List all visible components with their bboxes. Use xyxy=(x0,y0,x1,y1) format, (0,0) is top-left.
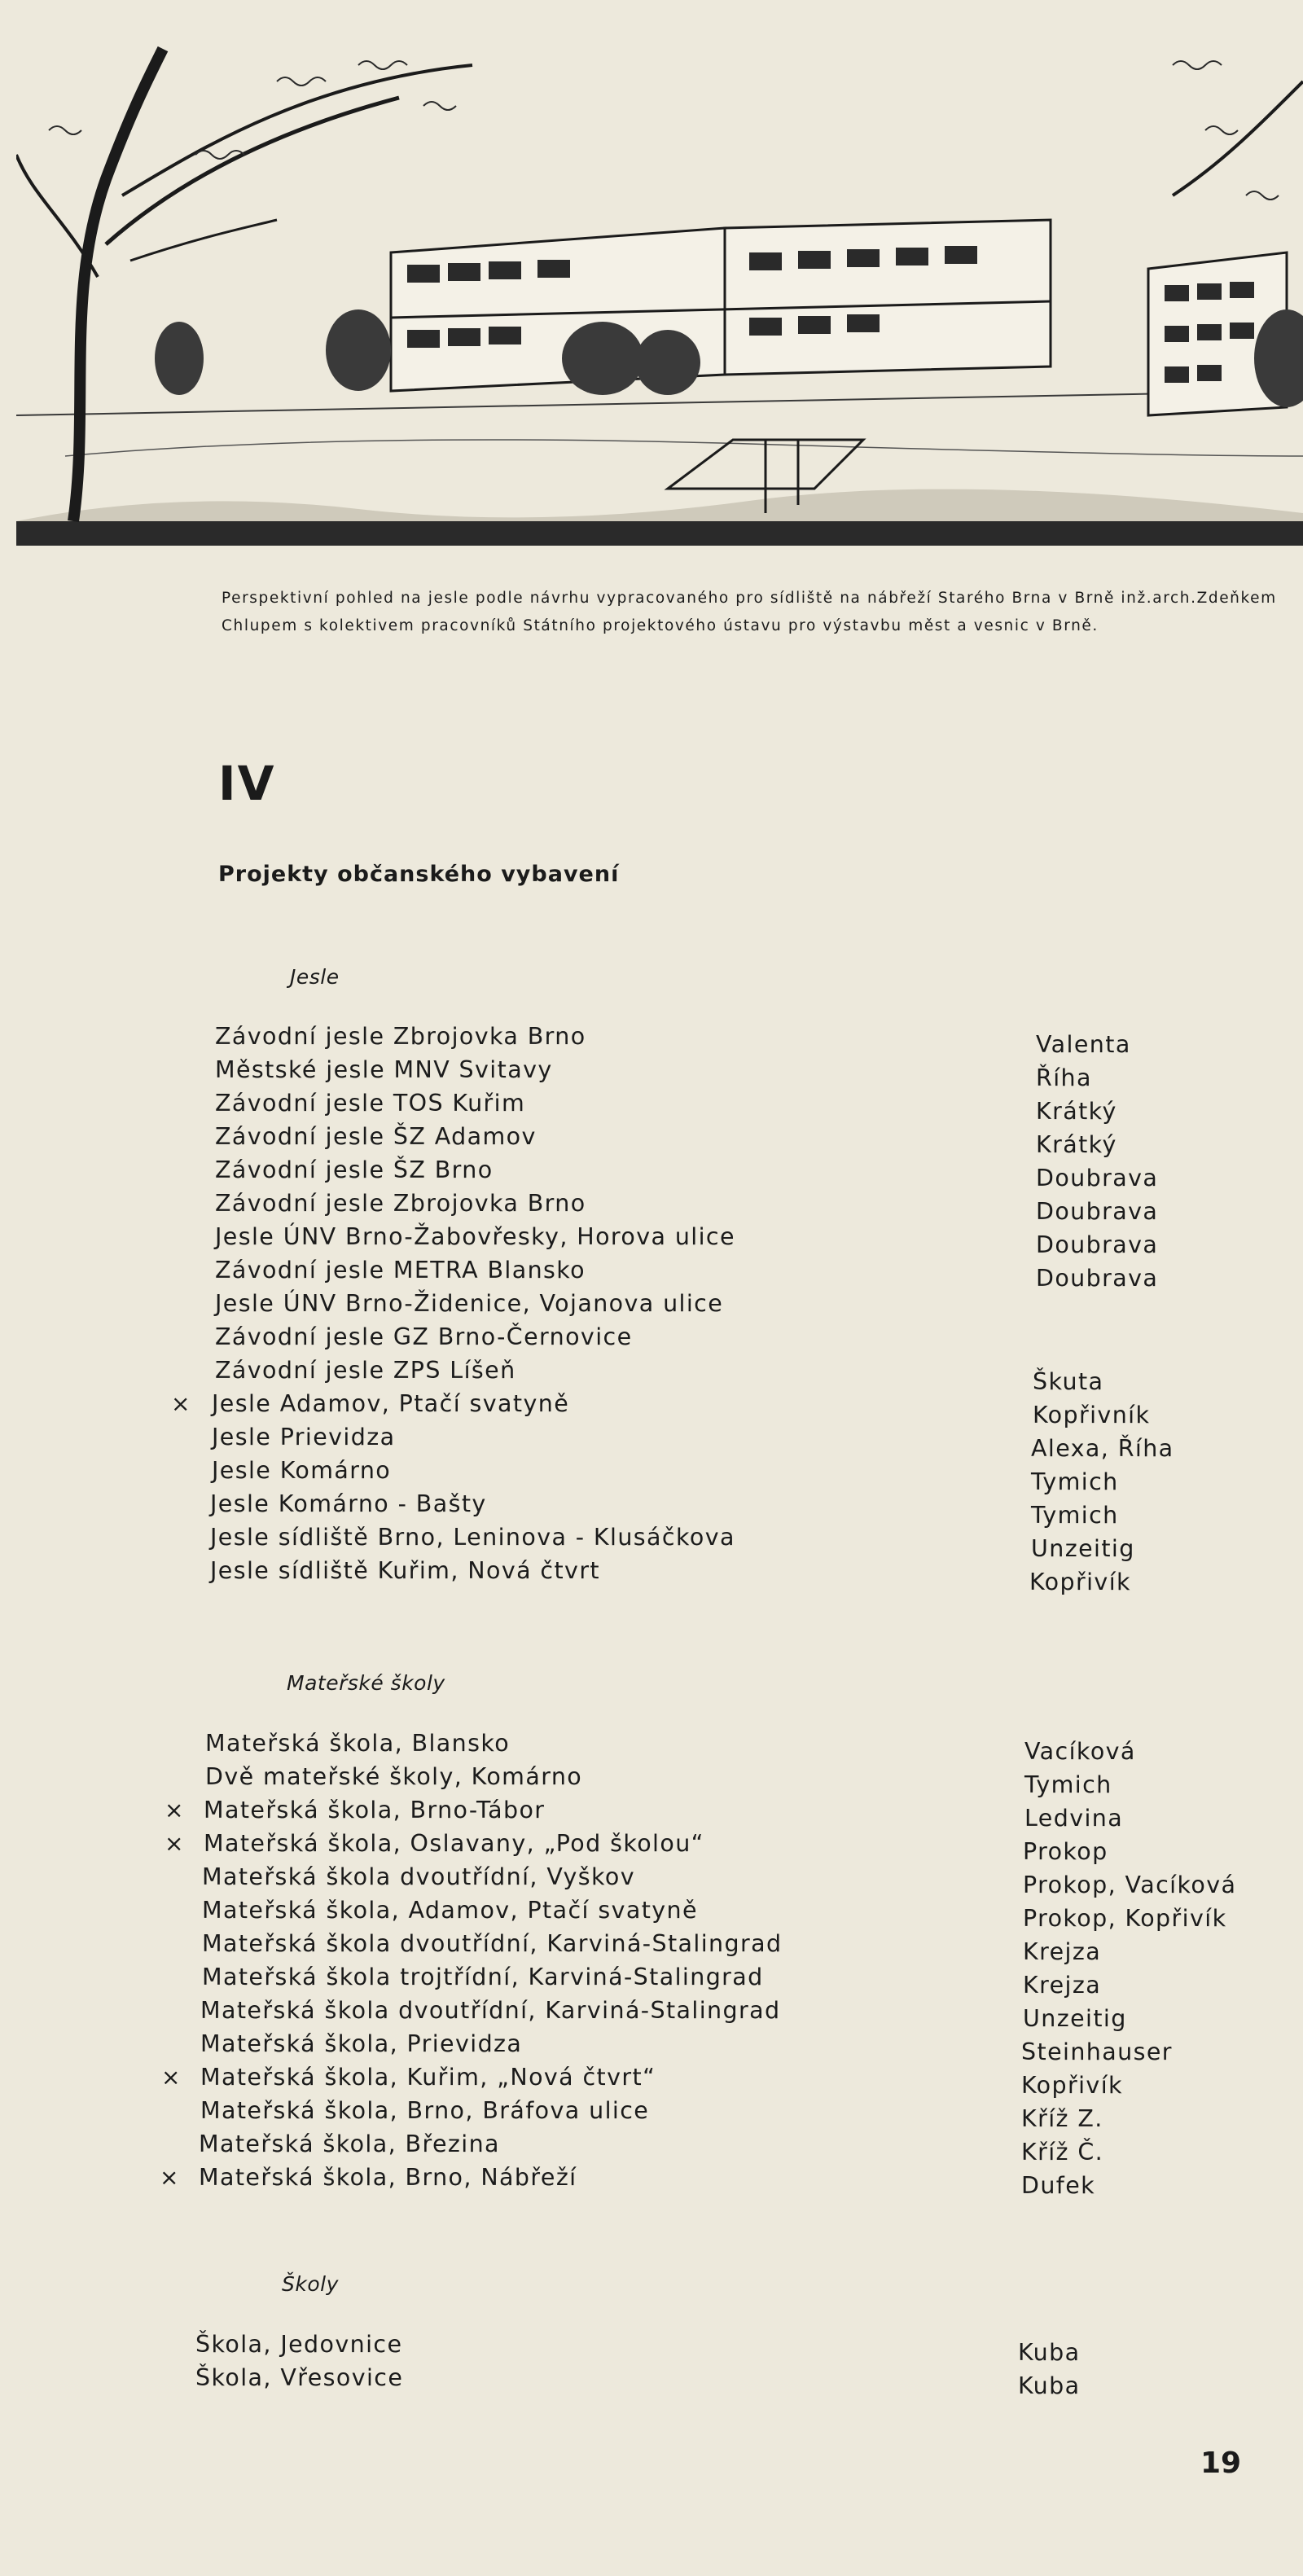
project-author: Unzeitig xyxy=(1031,1535,1135,1562)
list-item xyxy=(0,1156,1303,1191)
list-item xyxy=(0,1323,1303,1358)
project-name: Mateřská škola dvoutřídní, Karviná-Stalingrad xyxy=(202,1930,783,1957)
list-item xyxy=(0,2064,1303,2098)
list-item xyxy=(0,1190,1303,1224)
project-name: Jesle ÚNV Brno-Židenice, Vojanova ulice xyxy=(215,1290,724,1317)
project-author: Doubrava xyxy=(1036,1265,1159,1292)
project-name: Dvě mateřské školy, Komárno xyxy=(205,1763,583,1790)
project-name: Závodní jesle ŠZ Adamov xyxy=(215,1123,537,1150)
project-author: Říha xyxy=(1036,1064,1092,1091)
project-author: Alexa, Říha xyxy=(1031,1435,1174,1462)
project-name: Jesle sídliště Kuřim, Nová čtvrt xyxy=(210,1557,601,1584)
list-item xyxy=(0,1730,1303,1764)
list-item xyxy=(0,1557,1303,1595)
section-title: Jesle xyxy=(290,965,340,989)
page-number: 19 xyxy=(1200,2447,1242,2480)
project-author: Doubrava xyxy=(1036,1198,1159,1225)
section-title: Mateřské školy xyxy=(287,1671,445,1695)
project-name: Mateřská škola, Prievidza xyxy=(200,2030,523,2057)
project-author: Tymich xyxy=(1024,1771,1112,1798)
project-name: Škola, Vřesovice xyxy=(195,2364,404,2391)
project-name: Mateřská škola dvoutřídní, Vyškov xyxy=(202,1863,635,1890)
project-name: Škola, Jedovnice xyxy=(195,2331,403,2358)
project-author: Krejza xyxy=(1023,1972,1102,1999)
building-illustration xyxy=(16,33,1303,546)
tree-trunk xyxy=(73,49,163,521)
list-item xyxy=(0,1223,1303,1257)
project-author: Vacíková xyxy=(1024,1738,1136,1765)
list-item xyxy=(0,1290,1303,1324)
project-name: Závodní jesle ZPS Líšeň xyxy=(215,1357,516,1384)
grass-strip xyxy=(16,521,1303,546)
project-name: Závodní jesle Zbrojovka Brno xyxy=(215,1190,586,1217)
project-author: Krátký xyxy=(1036,1131,1117,1158)
list-item xyxy=(0,1056,1303,1091)
project-name: Jesle Komárno xyxy=(212,1457,392,1484)
project-author: Kuba xyxy=(1018,2372,1081,2399)
list-item xyxy=(0,1257,1303,1291)
project-author: Kuba xyxy=(1018,2339,1081,2366)
list-item xyxy=(0,1997,1303,2031)
project-author: Tymich xyxy=(1031,1502,1119,1529)
project-name: Závodní jesle GZ Brno-Černovice xyxy=(215,1323,633,1350)
project-author: Kříž Z. xyxy=(1021,2105,1103,2132)
cross-mark: × xyxy=(165,1797,184,1823)
cross-mark: × xyxy=(171,1390,191,1417)
list-item xyxy=(0,1457,1303,1495)
project-name: Jesle ÚNV Brno-Žabovřesky, Horova ulice xyxy=(215,1223,735,1250)
list-item xyxy=(0,1357,1303,1395)
project-name: Mateřská škola, Březina xyxy=(199,2131,500,2157)
list-item xyxy=(0,1964,1303,1998)
list-item xyxy=(0,1524,1303,1562)
project-author: Krátký xyxy=(1036,1098,1117,1125)
project-name: Závodní jesle Zbrojovka Brno xyxy=(215,1023,586,1050)
project-author: Tymich xyxy=(1031,1468,1119,1495)
project-name: Jesle sídliště Brno, Leninova - Klusáčkova xyxy=(210,1524,735,1551)
project-name: Jesle Komárno - Bašty xyxy=(210,1490,487,1517)
cross-mark: × xyxy=(160,2164,179,2191)
project-author: Doubrava xyxy=(1036,1165,1159,1191)
project-author: Valenta xyxy=(1036,1031,1131,1058)
list-item xyxy=(0,1797,1303,1831)
project-name: Mateřská škola, Brno, Nábřeží xyxy=(199,2164,577,2191)
project-name: Jesle Prievidza xyxy=(212,1424,396,1450)
project-author: Steinhauser xyxy=(1021,2038,1173,2065)
list-item xyxy=(0,1830,1303,1864)
list-item xyxy=(0,1897,1303,1931)
section-title: Školy xyxy=(282,2272,339,2296)
project-author: Kopřivník xyxy=(1033,1402,1151,1428)
project-author: Dufek xyxy=(1021,2172,1096,2199)
project-author: Doubrava xyxy=(1036,1231,1159,1258)
project-name: Mateřská škola trojtřídní, Karviná-Stalingrad xyxy=(202,1964,764,1990)
list-item xyxy=(0,2364,1303,2398)
project-author: Prokop xyxy=(1023,1838,1108,1865)
project-name: Závodní jesle TOS Kuřim xyxy=(215,1090,526,1117)
project-author: Kopřivík xyxy=(1021,2072,1123,2099)
list-item xyxy=(0,1763,1303,1797)
project-author: Škuta xyxy=(1033,1368,1104,1395)
list-item xyxy=(0,1490,1303,1529)
building xyxy=(391,220,1287,415)
project-author: Kopřivík xyxy=(1029,1569,1131,1595)
list-item xyxy=(0,2030,1303,2065)
list-item xyxy=(0,2097,1303,2131)
project-author: Prokop, Kopřivík xyxy=(1023,1905,1227,1932)
project-name: Mateřská škola, Brno-Tábor xyxy=(204,1797,546,1823)
project-name: Mateřská škola, Adamov, Ptačí svatyně xyxy=(202,1897,698,1924)
project-author: Unzeitig xyxy=(1023,2005,1127,2032)
project-name: Závodní jesle METRA Blansko xyxy=(215,1257,586,1284)
list-item xyxy=(0,1863,1303,1898)
illustration-caption: Perspektivní pohled na jesle podle návrhu vypracovaného pro sídliště na nábřeží Starého Brna v Brně inž.arch.Zdeňkem Chlupem s kolektivem pracovníků Státního projektového ústavu pro výstavbu měst a vesnic v Brně. xyxy=(222,590,1277,634)
project-author: Krejza xyxy=(1023,1938,1102,1965)
project-name: Jesle Adamov, Ptačí svatyně xyxy=(212,1390,570,1417)
project-author: Kříž Č. xyxy=(1021,2139,1104,2166)
cross-mark: × xyxy=(161,2064,181,2091)
list-item xyxy=(0,1123,1303,1157)
ground xyxy=(16,489,1303,521)
project-name: Mateřská škola, Oslavany, „Pod školou“ xyxy=(204,1830,704,1857)
project-author: Ledvina xyxy=(1024,1805,1124,1832)
project-name: Mateřská škola, Kuřim, „Nová čtvrt“ xyxy=(200,2064,656,2091)
list-item xyxy=(0,2331,1303,2365)
chapter-title: Projekty občanského vybavení xyxy=(218,862,620,887)
project-name: Závodní jesle ŠZ Brno xyxy=(215,1156,494,1183)
list-item xyxy=(0,1930,1303,1964)
list-item xyxy=(0,1090,1303,1124)
project-name: Mateřská škola dvoutřídní, Karviná-Stalingrad xyxy=(200,1997,781,2024)
project-name: Mateřská škola, Blansko xyxy=(205,1730,511,1757)
list-item xyxy=(0,2164,1303,2198)
list-item xyxy=(0,1424,1303,1462)
list-item xyxy=(0,2131,1303,2165)
project-author: Prokop, Vacíková xyxy=(1023,1872,1237,1898)
chapter-numeral: IV xyxy=(218,756,276,811)
cross-mark: × xyxy=(165,1830,184,1857)
project-name: Městské jesle MNV Svitavy xyxy=(215,1056,553,1083)
list-item xyxy=(0,1390,1303,1428)
project-name: Mateřská škola, Brno, Bráfova ulice xyxy=(200,2097,650,2124)
list-item xyxy=(0,1023,1303,1057)
